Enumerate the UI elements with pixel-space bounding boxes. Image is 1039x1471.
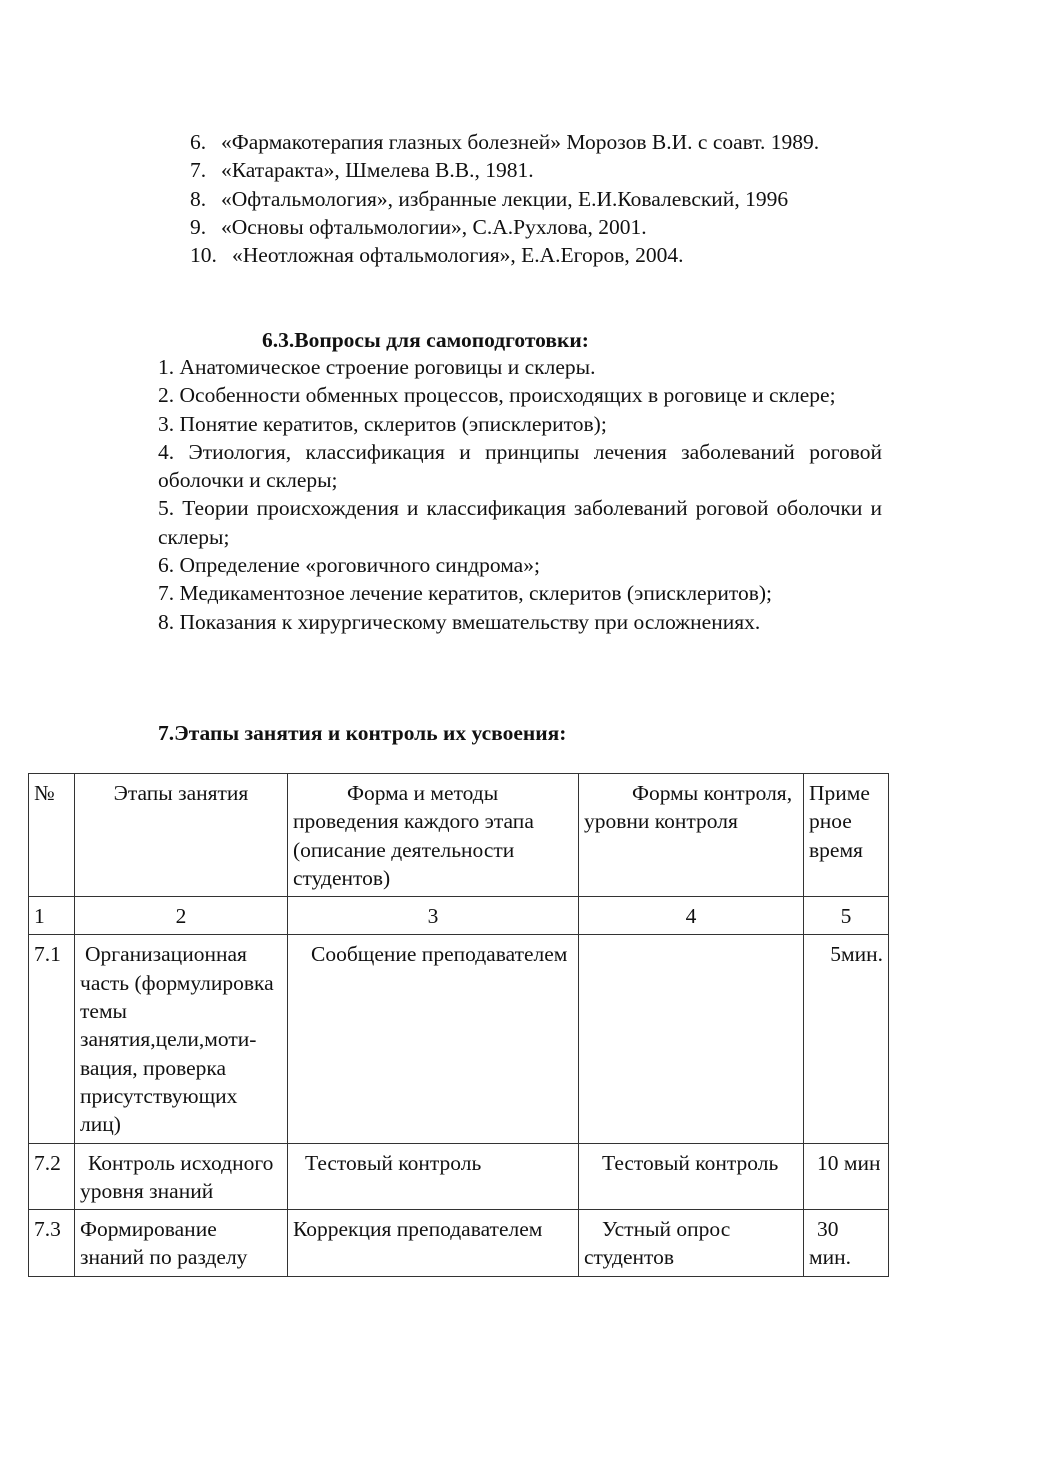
table-numbers-row <box>29 897 889 935</box>
reference-item <box>190 185 882 213</box>
question-item: 2. Особенности обменных процессов, происходящих в роговице и склере; <box>158 383 836 408</box>
row-stage: Формирование знаний по разделу <box>75 1210 288 1277</box>
header-method: Форма и методы проведения каждого этапа (описание деятельности студентов) <box>288 774 579 897</box>
column-number: 3 <box>288 897 579 935</box>
self-study-questions <box>158 353 882 636</box>
row-number: 7.1 <box>29 935 75 1143</box>
question-item: 3. Понятие кератитов, склеритов (эписклеритов); <box>158 411 607 436</box>
header-time: Приме рное время <box>804 774 889 897</box>
question-item: 7. Медикаментозное лечение кератитов, склеритов (эписклеритов); <box>158 581 772 606</box>
section-6-3-heading: 6.3.Вопросы для самоподготовки: <box>262 328 589 352</box>
row-control: Устный опрос студентов <box>579 1210 804 1277</box>
row-stage: Организационная часть (формулировка темы занятия,цели,моти-вация, проверка присутствующих лиц) <box>75 935 288 1143</box>
question-item: 5. Теории происхождения и классификация заболеваний роговой оболочки и склеры; <box>158 496 882 549</box>
row-number: 7.2 <box>29 1143 75 1210</box>
reference-text: «Фармакотерапия глазных болезней» Морозов В.И. с соавт. 1989. <box>221 130 820 154</box>
reference-text: «Катаракта», Шмелева В.В., 1981. <box>221 158 534 183</box>
header-number: № <box>29 774 75 897</box>
question-item: 6. Определение «роговичного синдрома»; <box>158 553 540 578</box>
references-list <box>190 128 882 269</box>
reference-number: 6. <box>190 130 207 154</box>
reference-item <box>190 156 882 184</box>
table-row <box>29 1143 889 1210</box>
column-number: 1 <box>29 897 75 935</box>
question-item: 4. Этиология, классификация и принципы лечения заболеваний роговой оболочки и склеры; <box>158 439 882 493</box>
row-control: Тестовый контроль <box>579 1143 804 1210</box>
row-time: 10 мин <box>804 1143 889 1210</box>
reference-number: 10. <box>190 243 217 268</box>
row-time: 5мин. <box>804 935 889 1143</box>
reference-item <box>190 128 882 156</box>
row-stage: Контроль исходного уровня знаний <box>75 1143 288 1210</box>
table-row <box>29 1210 889 1277</box>
reference-number: 7. <box>190 158 207 183</box>
column-number: 2 <box>75 897 288 935</box>
header-control: Формы контроля, уровни контроля <box>579 774 804 897</box>
row-number: 7.3 <box>29 1210 75 1277</box>
reference-text: «Неотложная офтальмология», Е.А.Егоров, 2004. <box>232 243 684 268</box>
reference-text: «Офтальмология», избранные лекции, Е.И.Ковалевский, 1996 <box>221 186 789 211</box>
reference-number: 9. <box>190 214 207 239</box>
row-time: 30 мин. <box>804 1210 889 1277</box>
section-7-heading: 7.Этапы занятия и контроль их усвоения: <box>158 721 567 745</box>
question-item: 1. Анатомическое строение роговицы и склеры. <box>158 355 596 379</box>
table-row <box>29 935 889 1143</box>
row-method: Коррекция преподавателем <box>288 1210 579 1277</box>
row-method: Тестовый контроль <box>288 1143 579 1210</box>
column-number: 5 <box>804 897 889 935</box>
stages-table <box>28 773 889 1277</box>
reference-item <box>190 213 882 241</box>
table-header-row <box>29 774 889 897</box>
question-item: 8. Показания к хирургическому вмешательству при осложнениях. <box>158 609 761 634</box>
row-method: Сообщение преподавателем <box>288 935 579 1143</box>
header-stage: Этапы занятия <box>75 774 288 897</box>
column-number: 4 <box>579 897 804 935</box>
reference-text: «Основы офтальмологии», С.А.Рухлова, 2001. <box>221 214 647 239</box>
row-control <box>579 935 804 1143</box>
reference-item <box>190 241 882 269</box>
reference-number: 8. <box>190 186 207 211</box>
